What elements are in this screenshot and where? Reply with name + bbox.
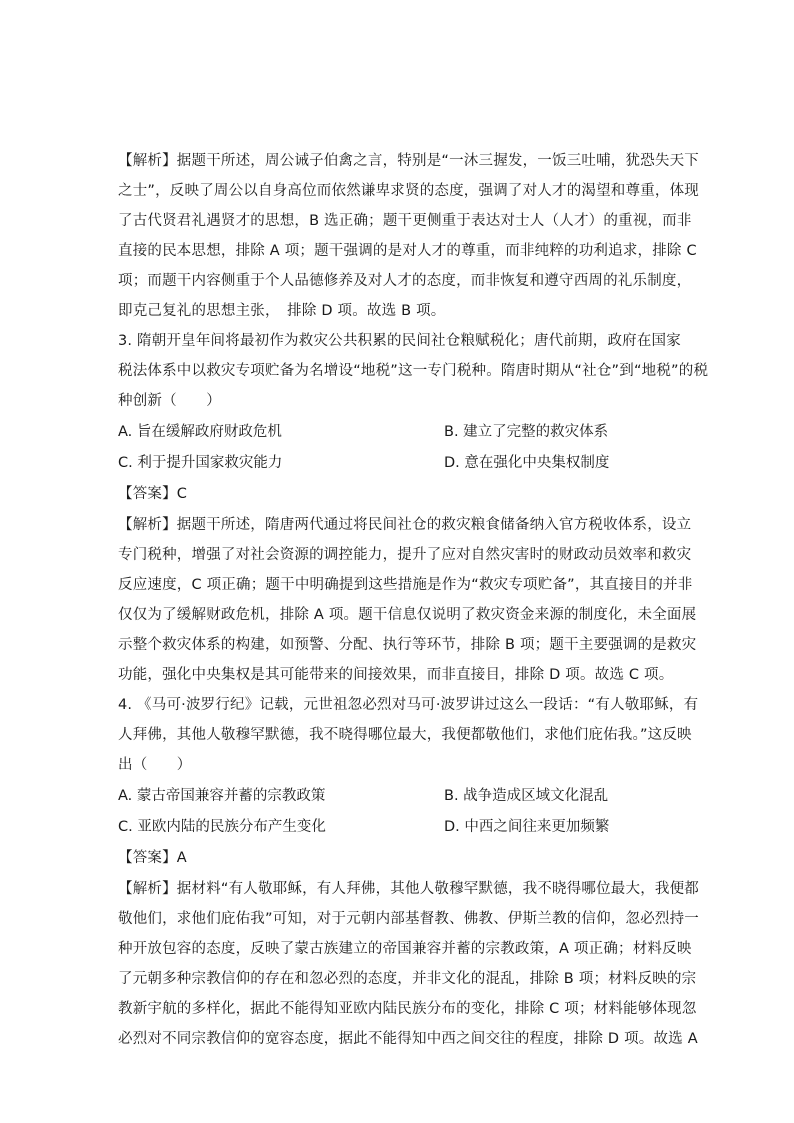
analysis-line: 反应速度，C 项正确；题干中明确提到这些措施是作为“救灾专项贮备”，其直接目的并非 <box>118 577 693 593</box>
question-stem-line: 4. 《马可·波罗行纪》记载，元世祖忽必烈对马可·波罗讲过这么一段话：“有人敬耶稣，有 <box>118 697 699 713</box>
option-a: A. 旨在缓解政府财政危机 <box>118 424 282 440</box>
analysis-line: 【解析】据题干所述，隋唐两代通过将民间社仓的救灾粮食储备纳入官方税收体系，设立 <box>118 517 692 533</box>
analysis-line: 敬他们，求他们庇佑我”可知，对于元朝内部基督教、佛教、伊斯兰教的信仰，忽必烈持一 <box>118 911 700 927</box>
analysis-line: 了古代贤君礼遇贤才的思想，B 选正确；题干更侧重于表达对士人（人才）的重视，而非 <box>118 213 692 229</box>
analysis-line: 直接的民本思想，排除 A 项；题干强调的是对人才的尊重，而非纯粹的功利追求，排除 C <box>118 243 697 259</box>
option-a: A. 蒙古帝国兼容并蓄的宗教政策 <box>118 788 326 804</box>
option-b: B. 建立了完整的救灾体系 <box>444 424 609 440</box>
analysis-line: 示整个救灾体系的构建，如预警、分配、执行等环节，排除 B 项；题干主要强调的是救灾 <box>118 637 697 653</box>
question-stem-line: 种创新（ ） <box>118 393 221 409</box>
option-b: B. 战争造成区域文化混乱 <box>444 788 609 804</box>
option-d: D. 意在强化中央集权制度 <box>444 455 610 471</box>
option-c: C. 利于提升国家救灾能力 <box>118 455 283 471</box>
analysis-line: 【解析】据题干所述，周公诫子伯禽之言，特别是“一沐三握发，一饭三吐哺，犹恐失天下 <box>118 153 700 169</box>
analysis-line: 项；而题干内容侧重于个人品德修养及对人才的态度，而非恢复和遵守西周的礼乐制度， <box>118 273 692 289</box>
analysis-line: 教新宇航的多样化，据此不能得知亚欧内陆民族分布的变化，排除 C 项；材料能够体现忽 <box>118 1001 697 1017</box>
analysis-line: 之士”，反映了周公以自身高位而依然谦卑求贤的态度，强调了对人才的渴望和尊重，体现 <box>118 183 700 199</box>
analysis-line: 【解析】据材料“有人敬耶稣，有人拜佛，其他人敬穆罕默德，我不晓得哪位最大，我便都 <box>118 881 700 897</box>
question-stem-line: 人拜佛，其他人敬穆罕默德，我不晓得哪位最大，我便都敬他们，求他们庇佑我。”这反映 <box>118 727 692 743</box>
analysis-line: 仅仅为了缓解财政危机，排除 A 项。题干信息仅说明了救灾资金来源的制度化，未全面展 <box>118 607 697 623</box>
analysis-line: 必烈对不同宗教信仰的宽容态度，据此不能得知中西之间交往的程度，排除 D 项。故选 A <box>118 1031 698 1047</box>
analysis-line: 了元朝多种宗教信仰的存在和忽必烈的态度，并非文化的混乱，排除 B 项；材料反映的宗 <box>118 971 697 987</box>
answer: 【答案】A <box>118 850 187 866</box>
question-stem-line: 税法体系中以救灾专项贮备为名增设“地税”这一专门税种。隋唐时期从“社仓”到“地税”的税 <box>118 363 709 379</box>
option-d: D. 中西之间往来更加频繁 <box>444 819 610 835</box>
question-stem-line: 3. 隋朝开皇年间将最初作为救灾公共积累的民间社仓粮赋税化；唐代前期，政府在国家 <box>118 333 681 349</box>
analysis-line: 专门税种，增强了对社会资源的调控能力，提升了应对自然灾害时的财政动员效率和救灾 <box>118 547 692 563</box>
analysis-line: 种开放包容的态度，反映了蒙古族建立的帝国兼容并蓄的宗教政策，A 项正确；材料反映 <box>118 941 692 957</box>
answer: 【答案】C <box>118 486 188 502</box>
option-c: C. 亚欧内陆的民族分布产生变化 <box>118 819 326 835</box>
question-stem-line: 出（ ） <box>118 757 192 773</box>
analysis-line: 即克己复礼的思想主张， 排除 D 项。故选 B 项。 <box>118 303 446 319</box>
analysis-line: 功能，强化中央集权是其可能带来的间接效果，而非直接目，排除 D 项。故选 C 项。 <box>118 667 674 683</box>
